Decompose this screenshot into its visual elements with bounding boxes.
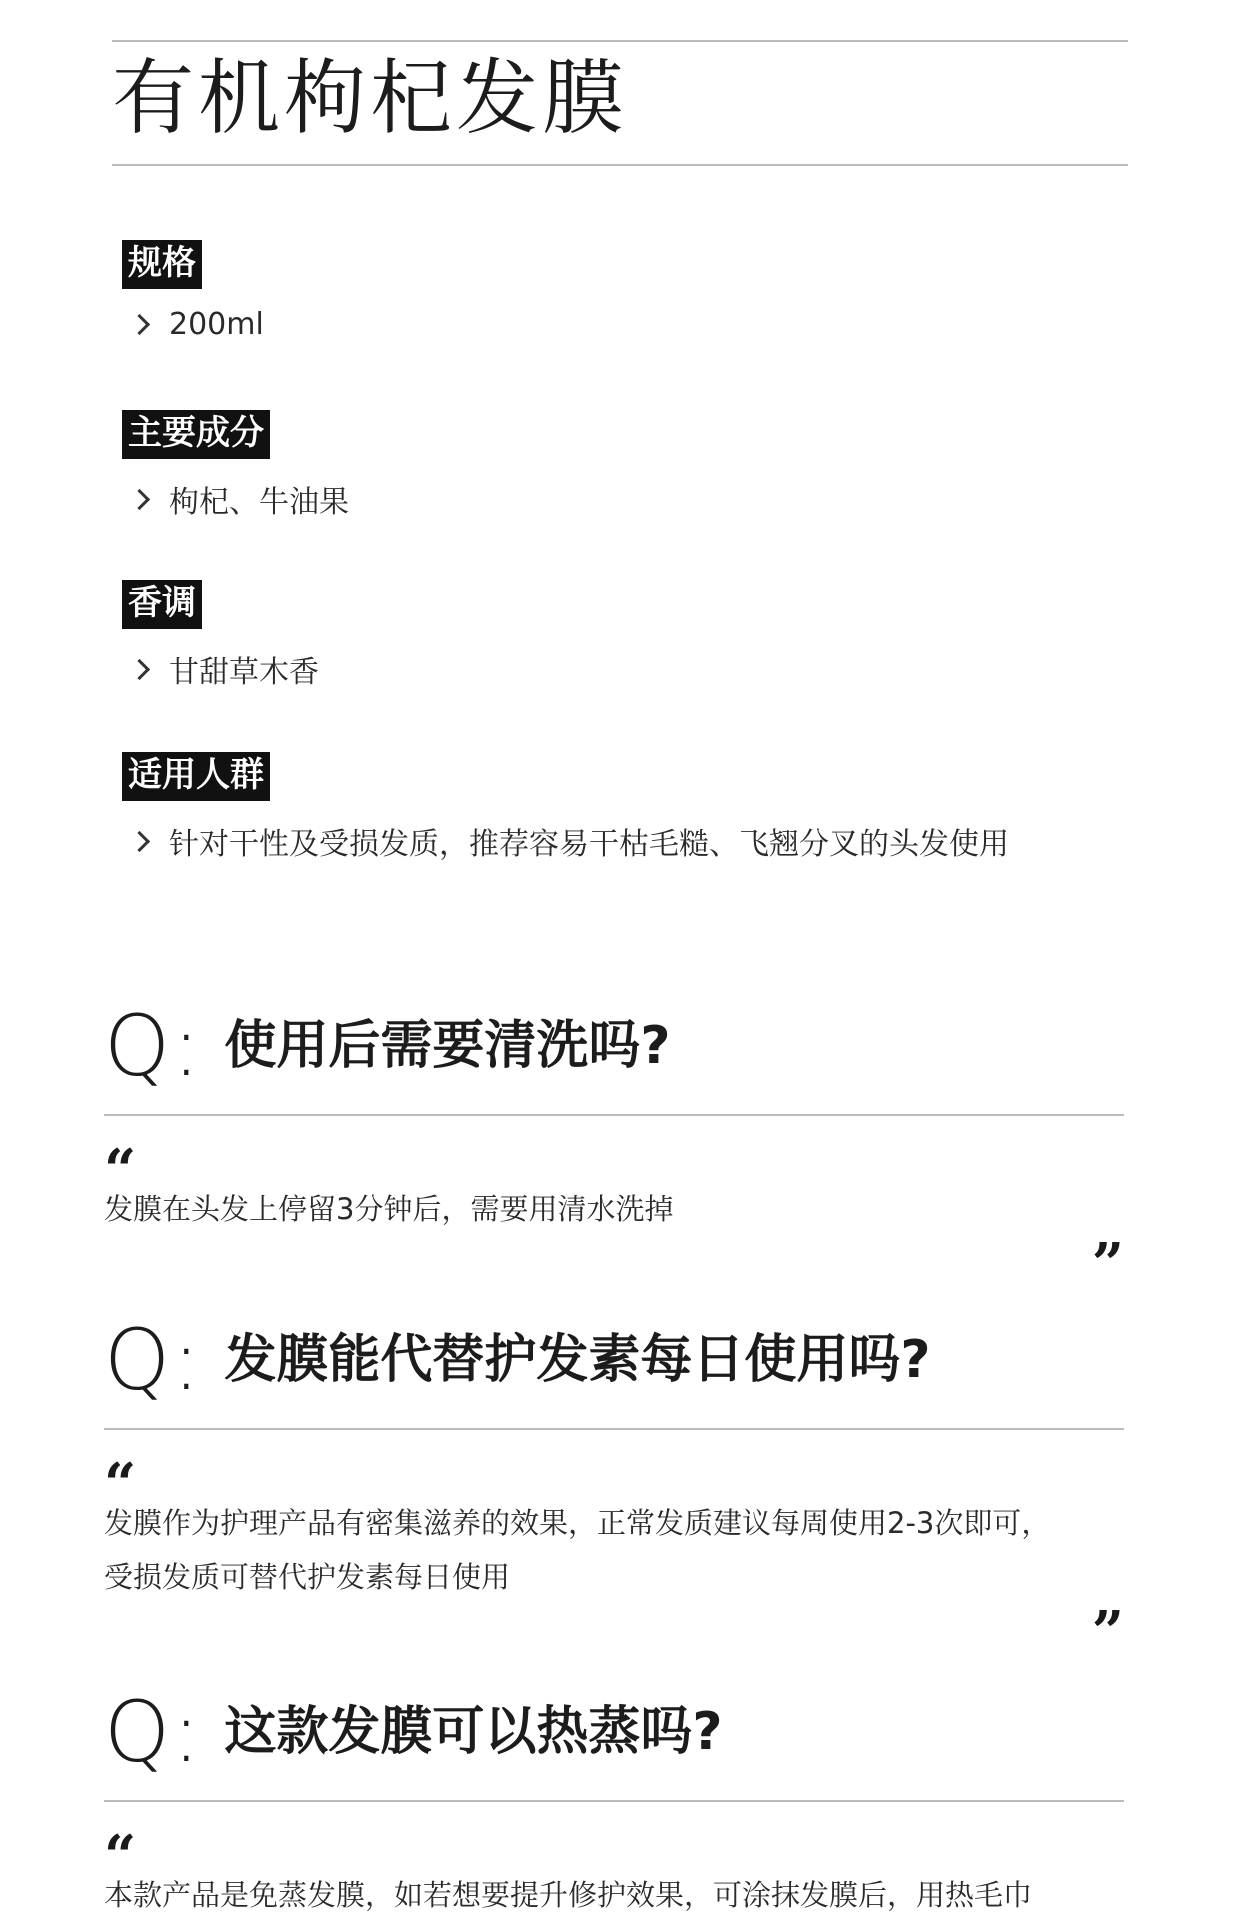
q-prefix: Q: xyxy=(104,1683,203,1781)
faq-answer xyxy=(104,1182,1114,1236)
chevron-right-icon xyxy=(129,314,150,335)
q-prefix: Q: xyxy=(104,997,203,1095)
faq-question: 发膜能代替护发素每日使用吗? xyxy=(224,1330,931,1390)
faq-question: 这款发膜可以热蒸吗? xyxy=(224,1702,723,1762)
faq-divider xyxy=(104,1428,1124,1430)
title-top-divider xyxy=(112,40,1128,42)
spec-value-row xyxy=(130,307,264,342)
spec-audience xyxy=(122,752,1009,863)
faq-question-row xyxy=(104,1311,1124,1409)
open-quote-icon: “ xyxy=(104,1451,137,1517)
faq-answer xyxy=(104,1496,1114,1604)
spec-label: 适用人群 xyxy=(122,752,270,801)
spec-value: 200ml xyxy=(169,307,264,343)
spec-label: 香调 xyxy=(122,580,202,629)
faq-answer-line: 发膜在头发上停留3分钟后，需要用清水洗掉 xyxy=(104,1192,674,1226)
spec-value-row xyxy=(130,819,1009,863)
chevron-right-icon xyxy=(129,658,150,679)
faq-question-row xyxy=(104,997,1124,1095)
q-prefix: Q: xyxy=(104,1311,203,1409)
open-quote-icon: “ xyxy=(104,1823,137,1889)
faq-item-daily-use xyxy=(104,1311,1124,1665)
spec-value-row xyxy=(130,477,349,521)
close-quote-icon: ” xyxy=(1091,1231,1124,1297)
faq-answer-line: 本款产品是免蒸发膜，如若想要提升修护效果，可涂抹发膜后，用热毛巾 xyxy=(104,1878,1033,1912)
faq-question-row xyxy=(104,1683,1124,1781)
spec-label: 主要成分 xyxy=(122,410,270,459)
spec-value-row xyxy=(130,647,319,691)
faq-item-rinse xyxy=(104,997,1124,1297)
spec-fragrance xyxy=(122,580,319,691)
spec-size xyxy=(122,240,264,342)
faq-question: 使用后需要清洗吗? xyxy=(224,1016,671,1076)
faq-answer-line: 发膜作为护理产品有密集滋养的效果，正常发质建议每周使用2-3次即可， xyxy=(104,1506,1051,1540)
spec-label: 规格 xyxy=(122,240,202,289)
spec-ingredients xyxy=(122,410,349,521)
title-bottom-divider xyxy=(112,164,1128,166)
faq-divider xyxy=(104,1114,1124,1116)
chevron-right-icon xyxy=(129,830,150,851)
close-quote-icon: ” xyxy=(1091,1599,1124,1665)
faq-item-steam xyxy=(104,1683,1124,1922)
spec-value: 针对干性及受损发质，推荐容易干枯毛糙、飞翘分叉的头发使用 xyxy=(169,827,1009,863)
product-title: 有机枸杞发膜 xyxy=(112,51,629,146)
faq-divider xyxy=(104,1800,1124,1802)
spec-value: 甘甜草木香 xyxy=(169,655,319,691)
faq-answer xyxy=(104,1868,1114,1922)
faq-answer-line: 受损发质可替代护发素每日使用 xyxy=(104,1560,511,1594)
chevron-right-icon xyxy=(129,488,150,509)
spec-value: 枸杞、牛油果 xyxy=(169,485,349,521)
open-quote-icon: “ xyxy=(104,1137,137,1203)
